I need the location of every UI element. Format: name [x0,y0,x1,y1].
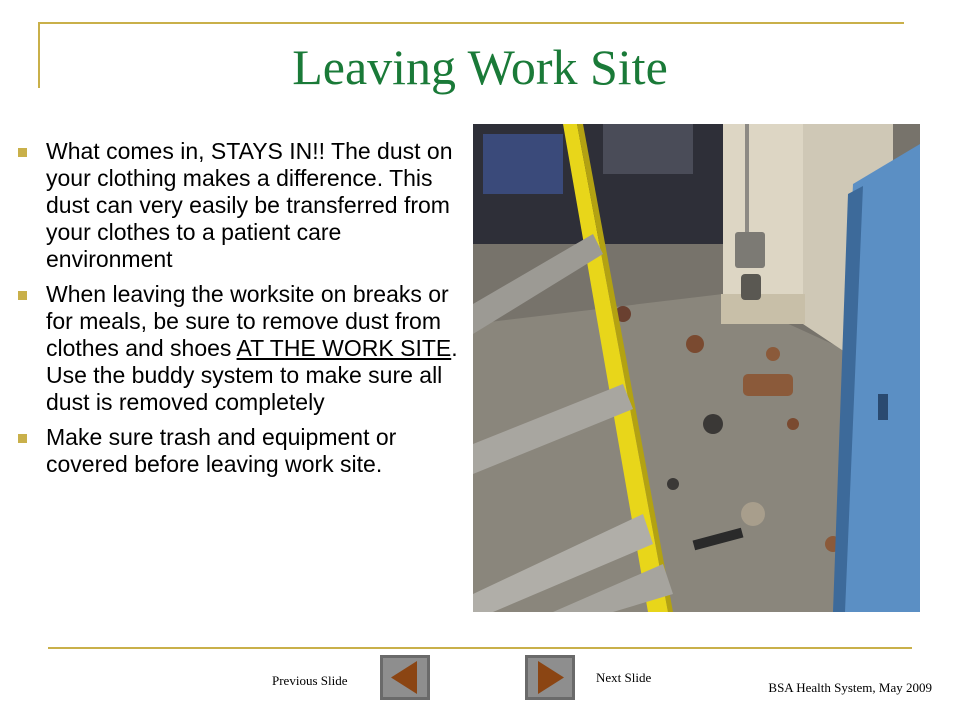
left-triangle-icon [383,658,427,697]
worksite-photo-illustration [473,124,920,612]
slide-title: Leaving Work Site [292,39,668,95]
bullet-item-3 [18,424,458,478]
bullet-text-2-emphasis: AT THE WORK SITE [236,335,452,361]
footer-divider [48,647,912,649]
bullet-text-3: Make sure trash and equipment or covered before leaving work site. [46,424,397,477]
bullet-item-2 [18,281,458,416]
previous-slide-label: Previous Slide [272,673,348,688]
bullet-list [18,138,458,486]
bullet-item-1 [18,138,458,273]
square-bullet-icon [18,291,27,300]
top-frame-line [40,22,904,24]
next-slide-label: Next Slide [596,670,652,685]
bullet-text-2-after: . Use the buddy system to make sure all dust is removed completely [46,335,458,415]
square-bullet-icon [18,148,27,157]
previous-slide-button[interactable] [380,655,430,700]
right-triangle-icon [528,658,572,697]
bullet-text-1: What comes in, STAYS IN!! The dust on your clothing makes a difference. This dust can very easily be transferred from your clothes to a patient care environment [46,138,453,272]
square-bullet-icon [18,434,27,443]
worksite-photo [473,124,920,612]
footer-organization: BSA Health System, May 2009 [768,680,932,695]
next-slide-button[interactable] [525,655,575,700]
bullet-text-2-before: When leaving the worksite on breaks or for meals, be sure to remove dust from clothes and shoes [46,281,449,361]
